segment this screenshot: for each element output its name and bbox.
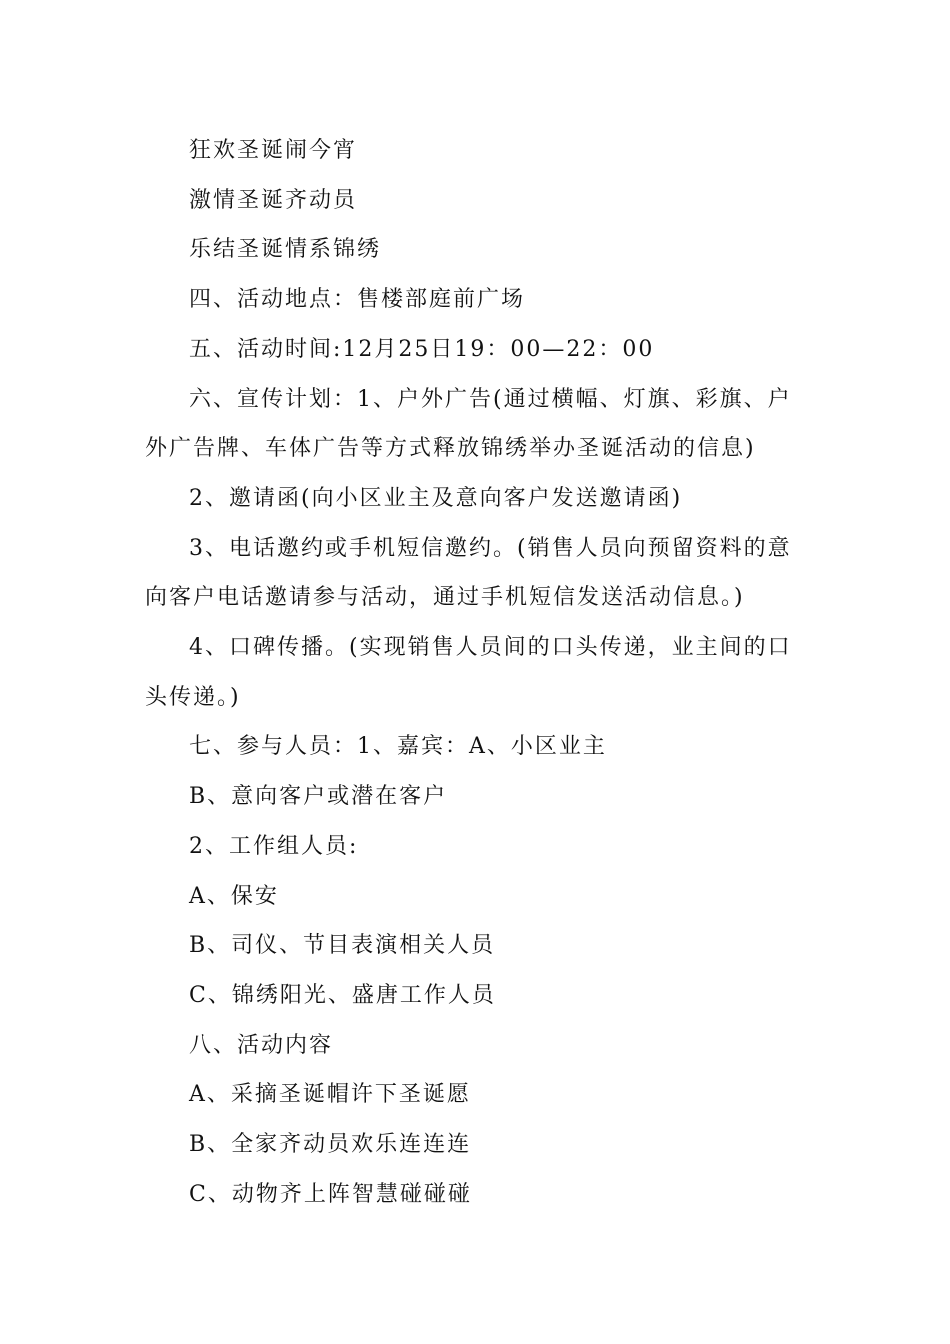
paragraph: 4、口碑传播。(实现销售人员间的口头传递，业主间的口头传递。): [145, 635, 792, 710]
paragraph: A、采摘圣诞帽许下圣诞愿: [189, 1082, 471, 1108]
paragraph: 七、参与人员：1、嘉宾：A、小区业主: [189, 734, 607, 760]
paragraph: 2、工作组人员:: [189, 833, 359, 859]
paragraph: C、锦绣阳光、盛唐工作人员: [189, 982, 496, 1008]
paragraph: 3、电话邀约或手机短信邀约。(销售人员向预留资料的意向客户电话邀请参与活动，通过手机短信发送活动信息。): [145, 535, 792, 611]
paragraph: 激情圣诞齐动员: [189, 187, 358, 213]
paragraph: 狂欢圣诞闹今宵: [189, 138, 358, 163]
paragraph: 2、邀请函(向小区业主及意向客户发送邀请函): [189, 485, 683, 511]
document-body: [145, 126, 810, 1219]
paragraph: 八、活动内容: [189, 1032, 334, 1058]
paragraph: B、司仪、节目表演相关人员: [189, 933, 496, 959]
paragraph: 乐结圣诞情系锦绣: [189, 237, 382, 263]
paragraph: C、动物齐上阵智慧碰碰碰: [189, 1181, 472, 1207]
paragraph: 四、活动地点：售楼部庭前广场: [189, 287, 526, 313]
paragraph: B、意向客户或潜在客户: [189, 784, 448, 810]
paragraph: 六、宣传计划：1、户外广告(通过横幅、灯旗、彩旗、户外广告牌、车体广告等方式释放锦绣举办圣诞活动的信息): [145, 386, 792, 462]
paragraph: A、保安: [189, 883, 279, 909]
paragraph: B、全家齐动员欢乐连连连: [189, 1132, 472, 1158]
paragraph: 五、活动时间:12月25日19：00—22：00: [189, 336, 655, 362]
